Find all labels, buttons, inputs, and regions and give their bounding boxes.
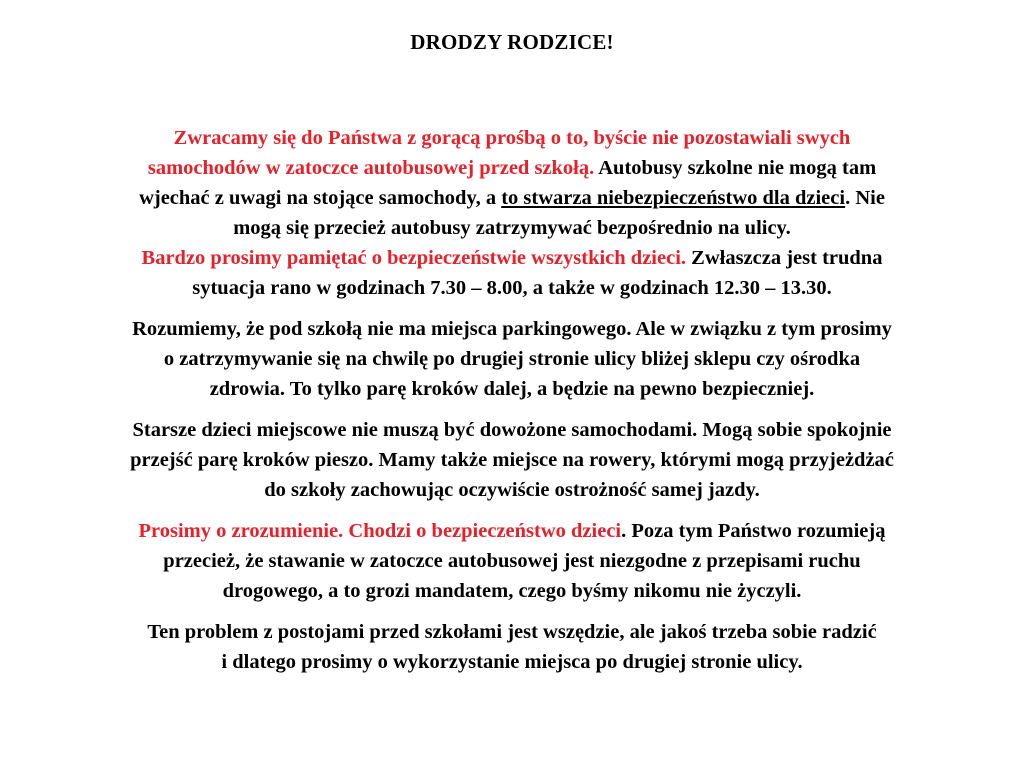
highlighted-text: samochodów w zatoczce autobusowej przed szkołą. [147,157,595,179]
text-segment: przejść parę kroków pieszo. Mamy także miejsce na rowery, którymi mogą przyjeżdżać [130,449,894,471]
text-segment: i dlatego prosimy o wykorzystanie miejsca po drugiej stronie ulicy. [221,651,803,673]
text-segment: Zwłaszcza jest trudna [686,247,883,269]
text-segment: do szkoły zachowując oczywiście ostrożność samej jazdy. [264,479,760,501]
text-line [30,617,994,647]
text-line [30,445,994,475]
text-segment: wjechać z uwagi na stojące samochody, a [139,187,502,209]
paragraph [30,617,994,677]
text-line [30,153,994,183]
text-line [30,374,994,404]
highlighted-text: Bardzo prosimy pamiętać o bezpieczeństwie wszystkich dzieci. [141,247,687,269]
text-segment: Rozumiemy, że pod szkołą nie ma miejsca parkingowego. Ale w związku z tym prosimy [132,318,892,340]
text-line [30,243,994,273]
paragraph [30,516,994,606]
text-segment: o zatrzymywanie się na chwilę po drugiej stronie ulicy bliżej sklepu czy ośrodka [163,348,861,370]
text-line [30,546,994,576]
notice-body [30,123,994,677]
text-segment: zdrowia. To tylko parę kroków dalej, a będzie na pewno bezpieczniej. [209,378,815,400]
text-segment: Ten problem z postojami przed szkołami jest wszędzie, ale jakoś trzeba sobie radzić [147,621,877,643]
text-segment: drogowego, a to grozi mandatem, czego byśmy nikomu nie życzyli. [222,580,802,602]
paragraph [30,415,994,505]
text-line [30,576,994,606]
text-line [30,344,994,374]
text-segment: . Poza tym Państwo rozumieją [621,520,886,542]
text-segment: Starsze dzieci miejscowe nie muszą być dowożone samochodami. Mogą sobie spokojnie [132,419,892,441]
text-segment: mogą się przecież autobusy zatrzymywać bezpośrednio na ulicy. [233,217,791,239]
text-segment: sytuacja rano w godzinach 7.30 – 8.00, a także w godzinach 12.30 – 13.30. [192,277,832,299]
underlined-text: to stwarza niebezpieczeństwo dla dzieci [501,187,846,209]
text-line [30,415,994,445]
page-title: DRODZY RODZICE! [410,30,614,54]
highlighted-text: Prosimy o zrozumienie. Chodzi o bezpieczeństwo dzieci [138,520,622,542]
text-line [30,183,994,213]
text-line [30,647,994,677]
text-segment: przecież, że stawanie w zatoczce autobusowej jest niezgodne z przepisami ruchu [163,550,861,572]
text-line [30,213,994,243]
text-segment: . Nie [845,187,885,209]
text-line [30,123,994,153]
text-line [30,516,994,546]
highlighted-text: Zwracamy się do Państwa z gorącą prośbą o to, byście nie pozostawiali swych [173,127,851,149]
paragraph [30,123,994,303]
text-line [30,475,994,505]
text-line [30,273,994,303]
paragraph [30,314,994,404]
text-line [30,314,994,344]
text-segment: Autobusy szkolne nie mogą tam [594,157,877,179]
